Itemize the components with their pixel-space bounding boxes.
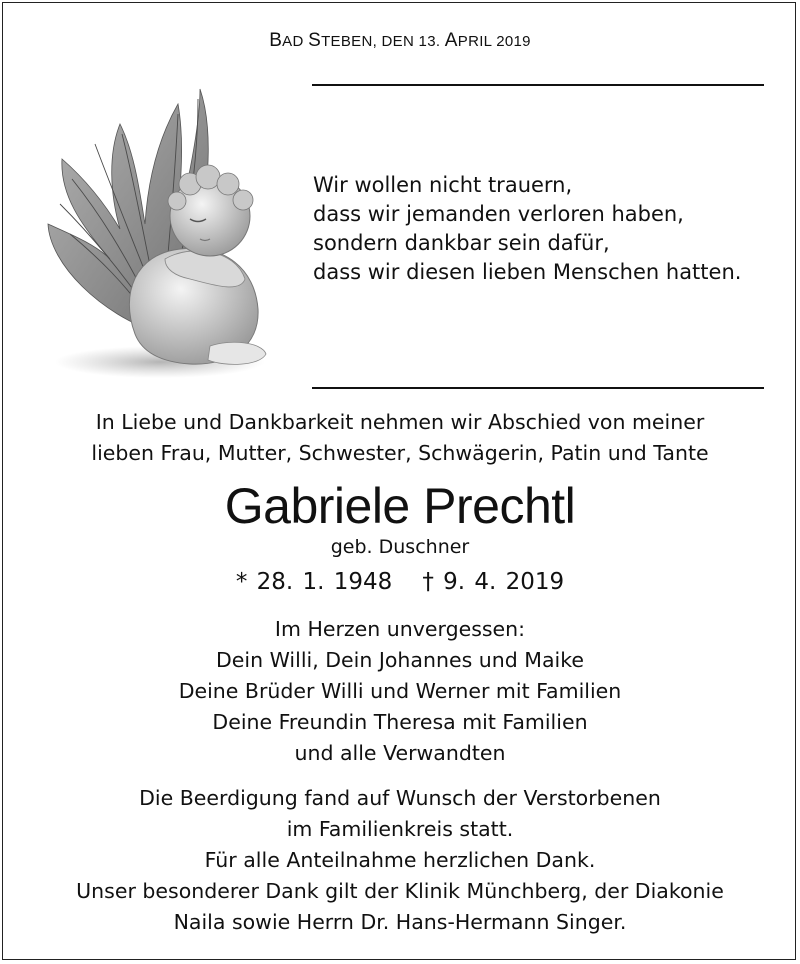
poem xyxy=(313,171,783,287)
funeral-line: Unser besonderer Dank gilt der Klinik Münchberg, der Diakonie xyxy=(76,879,724,903)
mourners-line: Deine Brüder Willi und Werner mit Familien xyxy=(178,679,622,703)
poem-line: dass wir diesen lieben Menschen hatten. xyxy=(313,260,742,284)
intro-text xyxy=(0,407,800,469)
place2-initial: S xyxy=(308,30,322,51)
mourners-line: und alle Verwandten xyxy=(294,741,506,765)
poem-line: Wir wollen nicht trauern, xyxy=(313,173,573,197)
mourners-line: Im Herzen unvergessen: xyxy=(274,617,526,641)
divider-top xyxy=(312,84,764,86)
funeral-note xyxy=(0,783,800,938)
funeral-line: Für alle Anteilnahme herzlichen Dank. xyxy=(204,848,596,872)
birth-date: * 28. 1. 1948 xyxy=(235,569,393,595)
month-rest: PRIL xyxy=(457,33,492,50)
poem-line: dass wir jemanden verloren haben, xyxy=(313,202,684,226)
place-rest: AD xyxy=(282,33,304,50)
date-day: , DEN 13. xyxy=(372,33,441,50)
angel-icon xyxy=(40,84,272,384)
divider-bottom xyxy=(312,387,764,389)
funeral-line: im Familienkreis statt. xyxy=(286,817,514,841)
funeral-line: Die Beerdigung fand auf Wunsch der Verstorbenen xyxy=(139,786,661,810)
mourners-line: Dein Willi, Dein Johannes und Maike xyxy=(216,648,584,672)
poem-line: sondern dankbar sein dafür, xyxy=(313,231,610,255)
place-initial: B xyxy=(269,30,283,51)
year: 2019 xyxy=(496,33,531,50)
maiden-name: geb. Duschner xyxy=(330,536,470,558)
mourners-line: Deine Freundin Theresa mit Familien xyxy=(212,710,588,734)
month-initial: A xyxy=(444,30,458,51)
death-date: † 9. 4. 2019 xyxy=(422,569,565,595)
intro-line: lieben Frau, Mutter, Schwester, Schwägerin, Patin und Tante xyxy=(91,441,709,465)
intro-line: In Liebe und Dankbarkeit nehmen wir Abschied von meiner xyxy=(95,410,705,434)
funeral-line: Naila sowie Herrn Dr. Hans-Hermann Singer. xyxy=(173,910,627,934)
mourners-list xyxy=(0,614,800,769)
place2-rest: TEBEN xyxy=(321,33,373,50)
life-dates xyxy=(0,566,800,598)
deceased-name: Gabriele Prechtl xyxy=(224,478,576,534)
place-date-header xyxy=(230,30,570,52)
